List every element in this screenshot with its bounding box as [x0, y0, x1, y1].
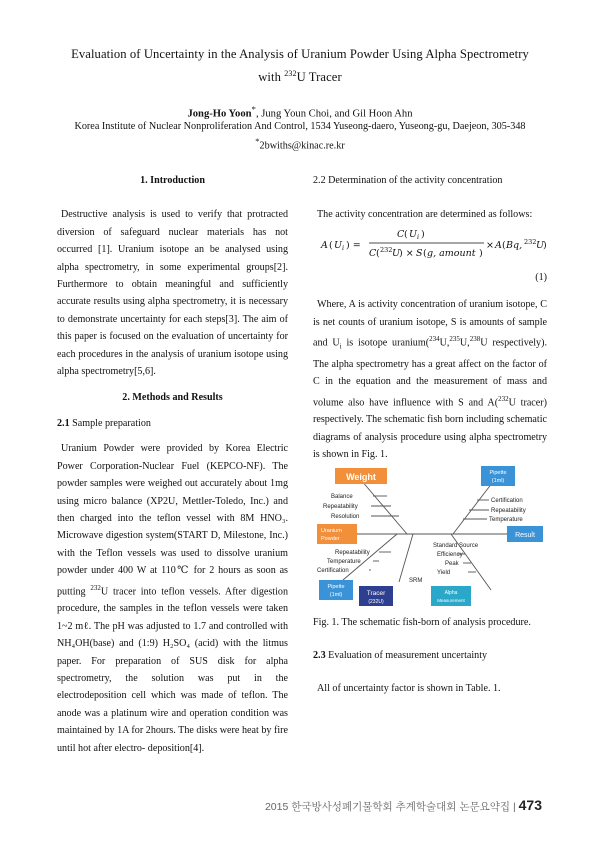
svg-text:(: ( — [404, 228, 408, 240]
svg-text:Bq,: Bq, — [506, 239, 523, 251]
svg-text:U: U — [536, 239, 545, 251]
svg-text:i: i — [417, 232, 420, 241]
svg-text:Pipette: Pipette — [489, 470, 507, 476]
svg-text:i: i — [342, 243, 345, 252]
email-address: 2bwiths@kinac.re.kr — [259, 140, 345, 152]
where-text-1: Where, A is activity concentration of uranium isotope, C is net counts of uranium isotope, S is amounts of sample and U — [313, 299, 547, 349]
section-2-1-title: Sample preparation — [72, 417, 151, 429]
svg-text:(1ml): (1ml) — [491, 478, 505, 484]
where-text-3: U, — [439, 337, 450, 349]
temperature-right-label: Temperature — [489, 517, 523, 523]
tracer-sup: 232 — [90, 583, 101, 592]
equation-number: (1) — [535, 271, 547, 283]
svg-text:A: A — [321, 239, 328, 251]
section-2-3-heading — [313, 647, 547, 664]
svg-text:(: ( — [502, 239, 506, 251]
peak-label: Peak — [445, 561, 459, 567]
where-sup-234: 234 — [429, 335, 440, 344]
right-column — [313, 172, 547, 464]
svg-text:U: U — [334, 239, 343, 251]
where-sub-i: i — [339, 342, 342, 351]
author-list — [0, 104, 600, 120]
bone-weight — [361, 480, 407, 534]
svg-text:): ) — [421, 228, 425, 240]
svg-text:U: U — [392, 247, 401, 259]
section-2-3-number: 2.3 — [313, 650, 326, 661]
repeatability-bottom-label: Repeatability — [335, 550, 370, 556]
certification-right-label: Certification — [491, 498, 523, 504]
page-number: 473 — [518, 797, 542, 813]
left-column — [57, 172, 288, 757]
footer-text: 2015 한국방사성폐기물학회 추계학술대회 논문요약집 — [264, 801, 511, 813]
svg-text:(1ml): (1ml) — [329, 592, 343, 598]
equation-intro: The activity concentration are determined as follows: — [317, 209, 533, 221]
svg-text:) ×: ) × — [399, 247, 414, 259]
right-column-lower — [313, 647, 547, 698]
srm-label: SRM — [409, 578, 423, 584]
paper-title — [40, 44, 560, 87]
tracer-label: Tracer — [366, 590, 386, 597]
author-star: * — [251, 104, 256, 114]
certification-bottom-label: Certification — [317, 568, 349, 574]
title-with: with — [258, 70, 285, 85]
svg-text:g, amount: g, amount — [427, 247, 476, 259]
svg-text:Powder: Powder — [321, 536, 340, 542]
section-2-2-heading: 2.2 Determination of the activity concentration — [313, 175, 503, 186]
svg-text:U: U — [409, 228, 418, 240]
where-paragraph — [313, 296, 547, 463]
author-email — [0, 136, 600, 151]
affiliation: Korea Institute of Nuclear Nonproliferation And Control, 1534 Yuseong-daero, Yuseong-gu, Daejeon, 305-348 — [74, 121, 526, 132]
svg-text:Uranium: Uranium — [321, 528, 342, 534]
where-text-5: U respectively). The alpha spectrometry has a great affect on the factor of C in the equation and the measurement of mass and volume also have influence with S and A( — [313, 337, 547, 408]
where-text-4: U, — [459, 337, 470, 349]
efficiency-label: Efficiency — [437, 552, 463, 558]
intro-heading: 1. Introduction — [140, 175, 205, 186]
section-2-1-heading — [57, 415, 288, 432]
title-line-2 — [40, 64, 560, 87]
methods-heading: 2. Methods and Results — [122, 392, 223, 404]
svg-text:(: ( — [423, 247, 427, 259]
standard-source-label: Standard Source — [433, 543, 479, 549]
svg-text:(: ( — [329, 239, 333, 251]
where-text-2: is isotope uranium( — [341, 337, 430, 349]
tracer-sub-label: (232U) — [368, 599, 384, 605]
svg-text:): ) — [479, 247, 483, 259]
svg-text:×: × — [486, 239, 494, 251]
email-star: * — [255, 136, 260, 146]
svg-text:) =: ) = — [346, 239, 361, 251]
result-label: Result — [515, 532, 535, 539]
svg-text:A: A — [495, 239, 502, 251]
where-sup-238: 238 — [469, 335, 481, 344]
section-2-1-number: 2.1 — [57, 417, 70, 429]
where-sup-235: 235 — [449, 335, 460, 344]
intro-paragraph: Destructive analysis is used to verify that protracted diversion of safeguard nuclear materials has not occurred [1]. Uranium isotope an be analysed using alpha spectrometry, in some experimental groups[2]. Furthermore to obtain meaningful and sufficiently accurate results using alpha spectrometry, it is necessary to demonstrate uncertainty for each steps[3]. The aim of this paper is focused on the evaluation of uncertainty for each procedures in the analysis of uranium isotope using alpha spectrometry[5,6]. — [57, 209, 288, 378]
footer-separator: | — [510, 801, 519, 813]
co-authors: , Jung Youn Choi, and Gil Hoon Ahn — [255, 108, 413, 120]
where-sup-232: 232 — [498, 394, 509, 403]
svg-text:C: C — [397, 228, 405, 240]
svg-text:): ) — [543, 239, 547, 251]
figure-1-fishbone — [313, 462, 547, 607]
balance-label: Balance — [331, 494, 353, 500]
svg-text:Measurement: Measurement — [437, 598, 465, 603]
title-isotope-sup: 232 — [284, 69, 297, 78]
temperature-bottom-label: Temperature — [327, 559, 361, 565]
figure-caption: Fig. 1. The schematic fish-born of analysis procedure. — [313, 617, 531, 628]
title-tracer: U Tracer — [296, 70, 342, 85]
resolution-label: Resolution — [331, 514, 360, 520]
page-footer — [265, 797, 542, 814]
repeatability-left-label: Repeatability — [323, 504, 358, 510]
svg-text:Alpha: Alpha — [444, 590, 458, 596]
section-2-3-title: Evaluation of measurement uncertainty — [328, 650, 488, 661]
equation-formula — [313, 224, 547, 271]
alpha-measurement-box — [431, 586, 471, 606]
sample-prep-text: Uranium Powder were provided by Korea Electric Power Corporation-Nuclear Fuel (KEPCO-NF). The powder samples were weighed out accurately about 1mg using micro balance (XP2U, Mettler-Toledo, Inc.) and then charged into the teflon vessel with 8M HNO₃. Microwave digestion system(START D, Milestone, Inc.) with the Teflon vessels was used to dissolve uranium powder under 400 W at 110℃ for 2 hours as soon as putting — [57, 443, 288, 597]
svg-text:232: 232 — [524, 237, 537, 246]
repeatability-right-label: Repeatability — [491, 508, 526, 514]
fishbone-diagram — [313, 462, 547, 607]
sample-prep-text-cont: U tracer into teflon vessels. After digestion procedure, the samples in the teflon vessels were taken 1~2 mℓ. The pH was adjusted to 1.7 and controlled with NH₄OH(base) and (1:9) H₂SO₄ (acid) with the litmus paper. For preparation of SUS disk for alpha spectrometry, the solution was put in the electrodeposition cell which was made of teflon. The anode was a platinum wire and operation condition was maintained by 1A for 2hours. The disks were heat by fire until hot after electro- deposition[4]. — [57, 585, 288, 754]
title-line-1: Evaluation of Uncertainty in the Analysis of Uranium Powder Using Alpha Spectrometry — [71, 47, 529, 61]
svg-text:(: ( — [376, 247, 380, 259]
sample-prep-paragraph — [57, 440, 288, 757]
weight-label: Weight — [346, 472, 376, 482]
table-reference-paragraph: All of uncertainty factor is shown in Table. 1. — [317, 683, 501, 695]
svg-text:Pipette: Pipette — [327, 584, 345, 590]
svg-text:232: 232 — [380, 245, 393, 254]
yield-label: Yield — [437, 570, 451, 576]
where-text-6: U tracer) respectively. The schematic fish born including schematic diagrams of analysis procedure using alpha spectrometry is shown in Fig. 1. — [313, 396, 547, 461]
corresponding-author: Jong-Ho Yoon — [187, 108, 252, 120]
bone-tracer — [399, 534, 413, 582]
svg-text:S: S — [416, 247, 423, 259]
svg-text:C: C — [369, 247, 377, 259]
equation-1 — [313, 224, 547, 271]
